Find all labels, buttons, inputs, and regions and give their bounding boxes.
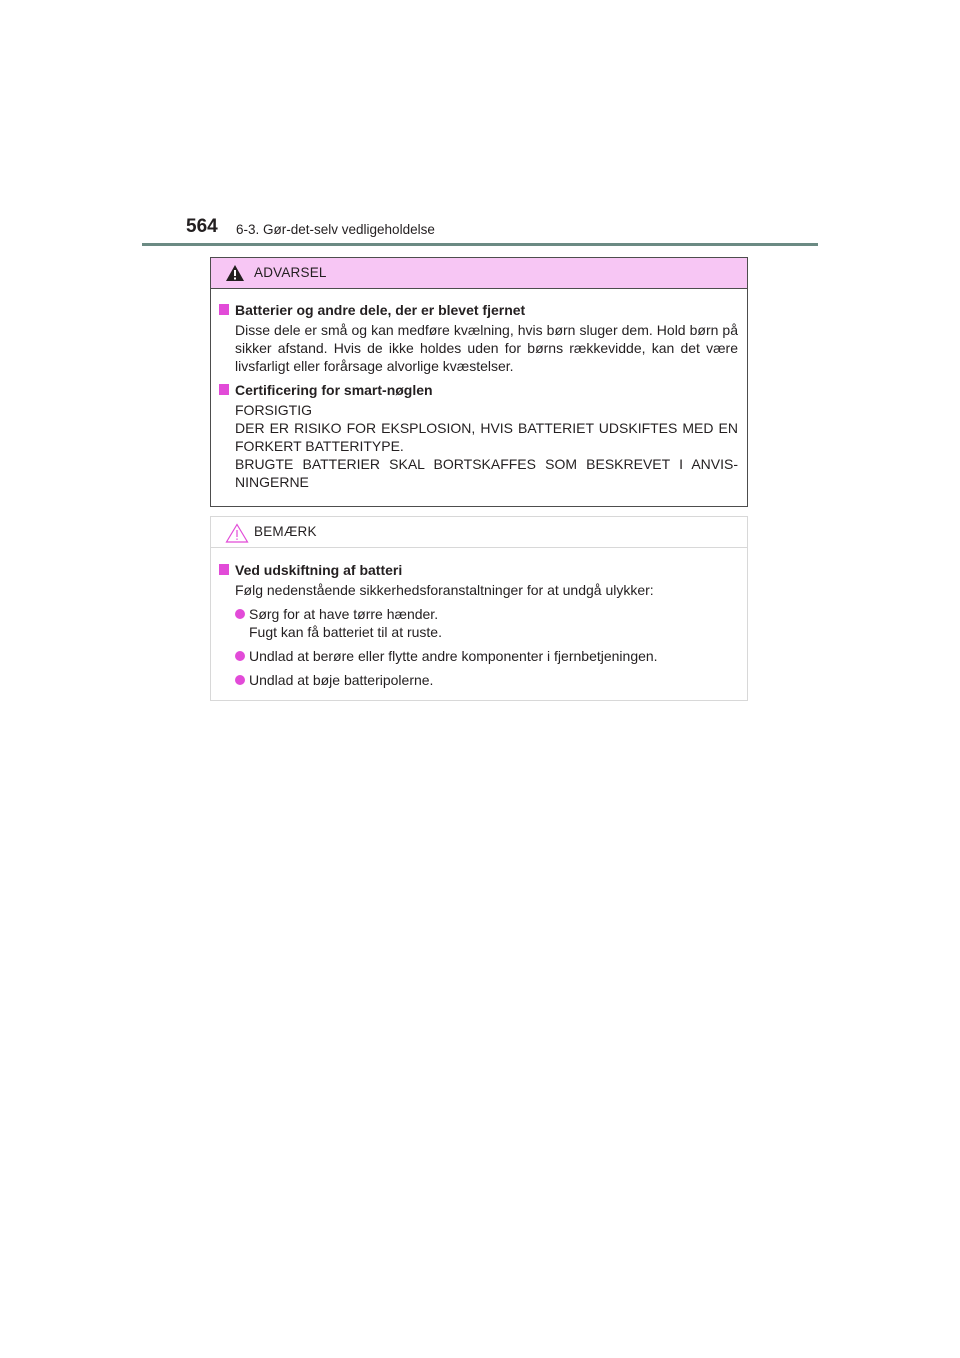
warning-line: BRUGTE BATTERIER SKAL BORTSKAFFES SOM BESKREVET I ANVIS-NINGERNE: [235, 456, 738, 490]
notice-header: [211, 517, 747, 548]
round-bullet-icon: [235, 675, 245, 685]
warning-item-title: Batterier og andre dele, der er blevet fjernet: [219, 301, 738, 319]
list-item: Undlad at berøre eller flytte andre komponenter i fjernbetjeningen.: [219, 647, 738, 665]
round-bullet-icon: [235, 609, 245, 619]
page-number: 564: [186, 216, 218, 237]
round-bullet-icon: [235, 651, 245, 661]
list-item: Undlad at bøje batteripolerne.: [219, 671, 738, 689]
square-bullet-icon: [219, 304, 229, 315]
warning-header: [211, 258, 747, 289]
warning-box: [210, 257, 748, 507]
notice-label: BEMÆRK: [254, 524, 317, 539]
warning-line: FORSIGTIG: [235, 402, 312, 418]
warning-icon: [225, 264, 245, 282]
warning-label: ADVARSEL: [254, 265, 327, 280]
notice-intro: Følg nedenstående sikkerhedsforanstaltninger for at undgå ulykker:: [235, 582, 654, 598]
caution-outline-icon: [225, 523, 249, 543]
square-bullet-icon: [219, 384, 229, 395]
warning-item-text: Disse dele er små og kan medføre kvælning, hvis børn sluger dem. Hold børn på sikker afstand. Hvis de ikke holdes uden for børns rækkevidde, kan det være livsfarligt eller forårsage alvorlige kvæstelser.: [235, 322, 738, 374]
section-title: 6-3. Gør-det-selv vedligeholdelse: [236, 222, 435, 237]
warning-item-title: Certificering for smart-nøglen: [219, 381, 738, 399]
page-header: [142, 214, 818, 248]
header-rule: [142, 243, 818, 246]
list-item: Sørg for at have tørre hænder. Fugt kan få batteriet til at ruste.: [219, 605, 738, 641]
warning-line: DER ER RISIKO FOR EKSPLOSION, HVIS BATTERIET UDSKIFTES MED EN FORKERT BATTERITYPE.: [235, 420, 738, 454]
square-bullet-icon: [219, 564, 229, 575]
notice-box: [210, 516, 748, 701]
notice-item-title: Ved udskiftning af batteri: [219, 561, 738, 579]
list-item-sub: Fugt kan få batteriet til at ruste.: [249, 624, 442, 640]
